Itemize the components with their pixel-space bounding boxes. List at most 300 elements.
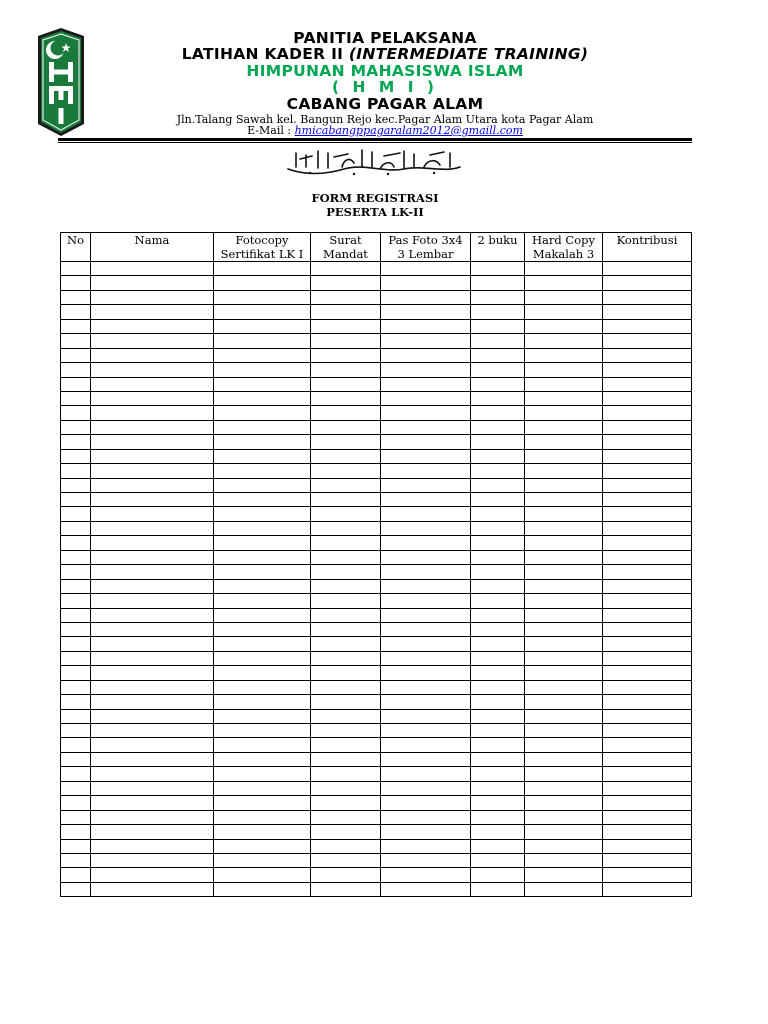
table-cell[interactable] (61, 825, 91, 839)
table-cell[interactable] (525, 796, 603, 810)
table-cell[interactable] (214, 738, 311, 752)
table-cell[interactable] (603, 377, 692, 391)
table-cell[interactable] (214, 853, 311, 867)
table-cell[interactable] (525, 637, 603, 651)
table-cell[interactable] (525, 305, 603, 319)
table-cell[interactable] (525, 839, 603, 853)
table-cell[interactable] (61, 550, 91, 564)
table-cell[interactable] (603, 507, 692, 521)
table-cell[interactable] (381, 724, 471, 738)
table-cell[interactable] (381, 276, 471, 290)
table-cell[interactable] (381, 810, 471, 824)
table-cell[interactable] (61, 637, 91, 651)
table-cell[interactable] (61, 695, 91, 709)
table-cell[interactable] (214, 622, 311, 636)
table-cell[interactable] (311, 594, 381, 608)
table-cell[interactable] (525, 752, 603, 766)
table-cell[interactable] (525, 521, 603, 535)
table-cell[interactable] (381, 868, 471, 882)
table-cell[interactable] (61, 853, 91, 867)
table-cell[interactable] (311, 709, 381, 723)
table-cell[interactable] (471, 724, 525, 738)
table-cell[interactable] (61, 276, 91, 290)
table-cell[interactable] (311, 377, 381, 391)
table-cell[interactable] (91, 276, 214, 290)
table-cell[interactable] (603, 781, 692, 795)
table-cell[interactable] (381, 666, 471, 680)
table-cell[interactable] (471, 536, 525, 550)
table-cell[interactable] (603, 738, 692, 752)
table-cell[interactable] (91, 637, 214, 651)
table-cell[interactable] (214, 319, 311, 333)
table-cell[interactable] (311, 507, 381, 521)
table-cell[interactable] (603, 825, 692, 839)
table-cell[interactable] (91, 521, 214, 535)
table-cell[interactable] (471, 377, 525, 391)
table-cell[interactable] (61, 363, 91, 377)
table-cell[interactable] (525, 449, 603, 463)
table-cell[interactable] (525, 276, 603, 290)
table-cell[interactable] (471, 666, 525, 680)
table-cell[interactable] (603, 810, 692, 824)
table-cell[interactable] (471, 464, 525, 478)
table-cell[interactable] (311, 853, 381, 867)
table-cell[interactable] (471, 594, 525, 608)
table-cell[interactable] (381, 464, 471, 478)
table-cell[interactable] (311, 868, 381, 882)
table-cell[interactable] (311, 348, 381, 362)
table-cell[interactable] (471, 290, 525, 304)
table-cell[interactable] (214, 507, 311, 521)
table-cell[interactable] (91, 550, 214, 564)
table-cell[interactable] (91, 767, 214, 781)
table-cell[interactable] (214, 825, 311, 839)
table-cell[interactable] (603, 752, 692, 766)
table-cell[interactable] (471, 680, 525, 694)
table-cell[interactable] (214, 290, 311, 304)
table-cell[interactable] (381, 334, 471, 348)
table-cell[interactable] (381, 594, 471, 608)
table-cell[interactable] (381, 825, 471, 839)
table-cell[interactable] (61, 565, 91, 579)
table-cell[interactable] (91, 695, 214, 709)
table-cell[interactable] (91, 724, 214, 738)
table-cell[interactable] (603, 565, 692, 579)
table-cell[interactable] (311, 724, 381, 738)
table-cell[interactable] (214, 810, 311, 824)
table-cell[interactable] (311, 464, 381, 478)
table-cell[interactable] (91, 391, 214, 405)
table-cell[interactable] (214, 666, 311, 680)
table-cell[interactable] (61, 521, 91, 535)
table-cell[interactable] (311, 478, 381, 492)
table-cell[interactable] (311, 391, 381, 405)
table-cell[interactable] (311, 290, 381, 304)
table-cell[interactable] (311, 839, 381, 853)
table-cell[interactable] (603, 839, 692, 853)
table-cell[interactable] (91, 420, 214, 434)
table-cell[interactable] (311, 435, 381, 449)
table-cell[interactable] (471, 709, 525, 723)
table-cell[interactable] (525, 406, 603, 420)
table-cell[interactable] (471, 565, 525, 579)
table-cell[interactable] (525, 868, 603, 882)
table-cell[interactable] (61, 536, 91, 550)
table-cell[interactable] (214, 334, 311, 348)
table-cell[interactable] (603, 853, 692, 867)
table-cell[interactable] (61, 868, 91, 882)
table-cell[interactable] (603, 319, 692, 333)
table-cell[interactable] (381, 478, 471, 492)
table-cell[interactable] (381, 305, 471, 319)
table-cell[interactable] (381, 493, 471, 507)
table-cell[interactable] (525, 709, 603, 723)
table-cell[interactable] (525, 565, 603, 579)
table-cell[interactable] (525, 767, 603, 781)
table-cell[interactable] (471, 305, 525, 319)
table-cell[interactable] (525, 853, 603, 867)
table-cell[interactable] (471, 550, 525, 564)
table-cell[interactable] (61, 493, 91, 507)
table-cell[interactable] (525, 391, 603, 405)
table-cell[interactable] (381, 579, 471, 593)
table-cell[interactable] (381, 391, 471, 405)
table-cell[interactable] (311, 334, 381, 348)
table-cell[interactable] (525, 550, 603, 564)
table-cell[interactable] (471, 781, 525, 795)
table-cell[interactable] (61, 435, 91, 449)
table-cell[interactable] (603, 420, 692, 434)
table-cell[interactable] (471, 493, 525, 507)
table-cell[interactable] (603, 695, 692, 709)
table-cell[interactable] (311, 666, 381, 680)
table-cell[interactable] (311, 825, 381, 839)
table-cell[interactable] (61, 666, 91, 680)
table-cell[interactable] (381, 853, 471, 867)
table-cell[interactable] (311, 637, 381, 651)
table-cell[interactable] (471, 651, 525, 665)
table-cell[interactable] (214, 276, 311, 290)
table-cell[interactable] (214, 724, 311, 738)
table-cell[interactable] (214, 767, 311, 781)
table-cell[interactable] (214, 363, 311, 377)
table-cell[interactable] (61, 449, 91, 463)
table-cell[interactable] (61, 608, 91, 622)
table-cell[interactable] (214, 391, 311, 405)
table-cell[interactable] (381, 290, 471, 304)
table-cell[interactable] (214, 406, 311, 420)
table-cell[interactable] (214, 478, 311, 492)
table-cell[interactable] (311, 810, 381, 824)
table-cell[interactable] (214, 449, 311, 463)
table-cell[interactable] (311, 406, 381, 420)
table-cell[interactable] (91, 290, 214, 304)
table-cell[interactable] (91, 334, 214, 348)
table-cell[interactable] (91, 796, 214, 810)
table-cell[interactable] (381, 420, 471, 434)
table-cell[interactable] (471, 825, 525, 839)
table-cell[interactable] (91, 651, 214, 665)
table-cell[interactable] (61, 839, 91, 853)
table-cell[interactable] (525, 348, 603, 362)
table-cell[interactable] (91, 622, 214, 636)
table-cell[interactable] (471, 882, 525, 896)
table-cell[interactable] (525, 810, 603, 824)
table-cell[interactable] (91, 579, 214, 593)
table-cell[interactable] (311, 882, 381, 896)
table-cell[interactable] (525, 622, 603, 636)
table-cell[interactable] (91, 594, 214, 608)
table-cell[interactable] (603, 363, 692, 377)
table-cell[interactable] (525, 651, 603, 665)
table-cell[interactable] (471, 738, 525, 752)
table-cell[interactable] (381, 622, 471, 636)
table-cell[interactable] (311, 651, 381, 665)
table-cell[interactable] (603, 262, 692, 276)
table-cell[interactable] (61, 406, 91, 420)
table-cell[interactable] (603, 478, 692, 492)
table-cell[interactable] (61, 334, 91, 348)
table-cell[interactable] (214, 493, 311, 507)
table-cell[interactable] (525, 319, 603, 333)
table-cell[interactable] (214, 550, 311, 564)
table-cell[interactable] (91, 319, 214, 333)
table-cell[interactable] (525, 435, 603, 449)
table-cell[interactable] (603, 521, 692, 535)
table-cell[interactable] (381, 882, 471, 896)
table-cell[interactable] (214, 377, 311, 391)
table-cell[interactable] (381, 565, 471, 579)
table-cell[interactable] (91, 493, 214, 507)
table-cell[interactable] (381, 608, 471, 622)
table-cell[interactable] (91, 666, 214, 680)
table-cell[interactable] (61, 622, 91, 636)
table-cell[interactable] (471, 796, 525, 810)
table-cell[interactable] (471, 810, 525, 824)
table-cell[interactable] (214, 435, 311, 449)
table-cell[interactable] (91, 752, 214, 766)
table-cell[interactable] (603, 709, 692, 723)
table-cell[interactable] (214, 521, 311, 535)
table-cell[interactable] (471, 334, 525, 348)
table-cell[interactable] (91, 709, 214, 723)
table-cell[interactable] (311, 363, 381, 377)
table-cell[interactable] (311, 493, 381, 507)
table-cell[interactable] (381, 651, 471, 665)
table-cell[interactable] (603, 493, 692, 507)
table-cell[interactable] (471, 839, 525, 853)
table-cell[interactable] (214, 839, 311, 853)
table-cell[interactable] (525, 882, 603, 896)
table-cell[interactable] (311, 796, 381, 810)
table-cell[interactable] (603, 536, 692, 550)
table-cell[interactable] (91, 680, 214, 694)
table-cell[interactable] (603, 449, 692, 463)
table-cell[interactable] (381, 767, 471, 781)
table-cell[interactable] (214, 752, 311, 766)
table-cell[interactable] (61, 594, 91, 608)
table-cell[interactable] (311, 262, 381, 276)
table-cell[interactable] (603, 724, 692, 738)
table-cell[interactable] (61, 290, 91, 304)
table-cell[interactable] (311, 565, 381, 579)
table-cell[interactable] (381, 738, 471, 752)
table-cell[interactable] (214, 594, 311, 608)
table-cell[interactable] (91, 262, 214, 276)
table-cell[interactable] (61, 420, 91, 434)
table-cell[interactable] (311, 579, 381, 593)
table-cell[interactable] (381, 695, 471, 709)
table-cell[interactable] (214, 868, 311, 882)
table-cell[interactable] (603, 608, 692, 622)
table-cell[interactable] (381, 796, 471, 810)
table-cell[interactable] (214, 464, 311, 478)
table-cell[interactable] (525, 420, 603, 434)
table-cell[interactable] (91, 868, 214, 882)
table-cell[interactable] (381, 536, 471, 550)
table-cell[interactable] (603, 579, 692, 593)
table-cell[interactable] (91, 449, 214, 463)
table-cell[interactable] (525, 666, 603, 680)
table-cell[interactable] (91, 781, 214, 795)
table-cell[interactable] (91, 305, 214, 319)
table-cell[interactable] (525, 464, 603, 478)
table-cell[interactable] (471, 449, 525, 463)
table-cell[interactable] (214, 709, 311, 723)
table-cell[interactable] (603, 637, 692, 651)
table-cell[interactable] (91, 738, 214, 752)
table-cell[interactable] (603, 334, 692, 348)
table-cell[interactable] (603, 305, 692, 319)
table-cell[interactable] (214, 695, 311, 709)
table-cell[interactable] (311, 420, 381, 434)
table-cell[interactable] (471, 637, 525, 651)
table-cell[interactable] (471, 767, 525, 781)
table-cell[interactable] (61, 391, 91, 405)
table-cell[interactable] (471, 752, 525, 766)
table-cell[interactable] (471, 391, 525, 405)
table-cell[interactable] (603, 680, 692, 694)
table-cell[interactable] (214, 262, 311, 276)
table-cell[interactable] (525, 594, 603, 608)
table-cell[interactable] (381, 680, 471, 694)
table-cell[interactable] (381, 319, 471, 333)
table-cell[interactable] (91, 478, 214, 492)
table-cell[interactable] (381, 781, 471, 795)
table-cell[interactable] (603, 276, 692, 290)
table-cell[interactable] (91, 464, 214, 478)
table-cell[interactable] (311, 550, 381, 564)
table-cell[interactable] (214, 680, 311, 694)
table-cell[interactable] (603, 348, 692, 362)
table-cell[interactable] (311, 767, 381, 781)
table-cell[interactable] (214, 781, 311, 795)
table-cell[interactable] (311, 738, 381, 752)
table-cell[interactable] (525, 579, 603, 593)
table-cell[interactable] (61, 319, 91, 333)
table-cell[interactable] (61, 478, 91, 492)
table-cell[interactable] (311, 608, 381, 622)
table-cell[interactable] (61, 738, 91, 752)
table-cell[interactable] (61, 348, 91, 362)
table-cell[interactable] (214, 637, 311, 651)
table-cell[interactable] (214, 305, 311, 319)
table-cell[interactable] (61, 305, 91, 319)
table-cell[interactable] (471, 435, 525, 449)
table-cell[interactable] (61, 651, 91, 665)
table-cell[interactable] (381, 377, 471, 391)
table-cell[interactable] (91, 565, 214, 579)
table-cell[interactable] (603, 796, 692, 810)
table-cell[interactable] (471, 521, 525, 535)
table-cell[interactable] (91, 363, 214, 377)
table-cell[interactable] (61, 579, 91, 593)
table-cell[interactable] (61, 796, 91, 810)
table-cell[interactable] (603, 290, 692, 304)
table-cell[interactable] (91, 536, 214, 550)
table-cell[interactable] (311, 521, 381, 535)
table-cell[interactable] (471, 478, 525, 492)
table-cell[interactable] (525, 781, 603, 795)
table-cell[interactable] (381, 449, 471, 463)
table-cell[interactable] (525, 738, 603, 752)
table-cell[interactable] (61, 262, 91, 276)
table-cell[interactable] (214, 882, 311, 896)
table-cell[interactable] (61, 680, 91, 694)
table-cell[interactable] (471, 363, 525, 377)
table-cell[interactable] (381, 363, 471, 377)
table-cell[interactable] (214, 651, 311, 665)
table-cell[interactable] (91, 825, 214, 839)
table-cell[interactable] (311, 319, 381, 333)
table-cell[interactable] (471, 507, 525, 521)
table-cell[interactable] (381, 435, 471, 449)
email-link[interactable]: hmicabangppagaralam2012@gmaill.com (294, 124, 523, 137)
table-cell[interactable] (311, 276, 381, 290)
table-cell[interactable] (471, 319, 525, 333)
table-cell[interactable] (471, 262, 525, 276)
table-cell[interactable] (603, 882, 692, 896)
table-cell[interactable] (525, 377, 603, 391)
table-cell[interactable] (603, 767, 692, 781)
table-cell[interactable] (214, 420, 311, 434)
table-cell[interactable] (311, 305, 381, 319)
table-cell[interactable] (91, 435, 214, 449)
table-cell[interactable] (603, 594, 692, 608)
table-cell[interactable] (525, 478, 603, 492)
table-cell[interactable] (91, 882, 214, 896)
table-cell[interactable] (91, 853, 214, 867)
table-cell[interactable] (471, 406, 525, 420)
table-cell[interactable] (214, 796, 311, 810)
table-cell[interactable] (471, 276, 525, 290)
table-cell[interactable] (381, 637, 471, 651)
table-cell[interactable] (603, 464, 692, 478)
table-cell[interactable] (91, 348, 214, 362)
table-cell[interactable] (91, 377, 214, 391)
table-cell[interactable] (61, 882, 91, 896)
table-cell[interactable] (311, 449, 381, 463)
table-cell[interactable] (311, 752, 381, 766)
table-cell[interactable] (311, 680, 381, 694)
table-cell[interactable] (91, 810, 214, 824)
table-cell[interactable] (61, 464, 91, 478)
table-cell[interactable] (381, 507, 471, 521)
table-cell[interactable] (311, 622, 381, 636)
table-cell[interactable] (525, 825, 603, 839)
table-cell[interactable] (61, 724, 91, 738)
table-cell[interactable] (471, 608, 525, 622)
